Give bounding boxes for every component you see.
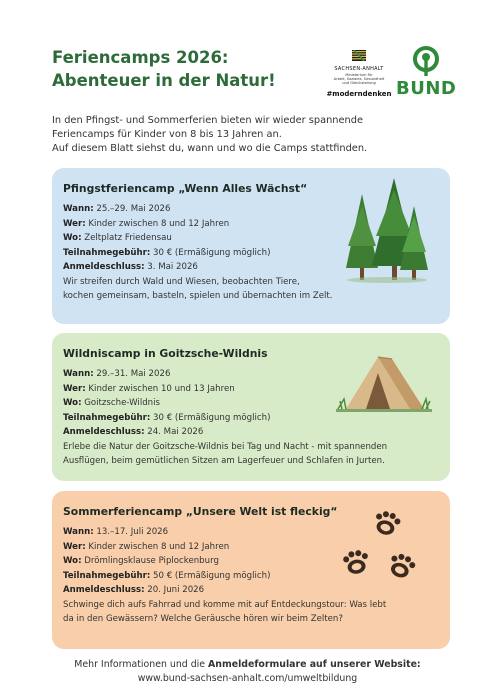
camp-fee: Teilnahmegebühr: 30 € (Ermäßigung möglich) xyxy=(63,247,271,258)
bund-logo xyxy=(396,46,456,99)
bund-tree-icon xyxy=(409,46,443,76)
camp-who: Wer: Kinder zwischen 8 und 12 Jahren xyxy=(63,541,230,552)
camp-when: Wann: 29.–31. Mai 2026 xyxy=(63,369,171,379)
camp-where: Wo: Drömlingsklause Piplockenburg xyxy=(63,556,219,566)
camp-where: Wo: Goitzsche-Wildnis xyxy=(63,398,160,408)
intro-text: In den Pfingst- und Sommerferien bieten wir wieder spannende Feriencamps für Kinder von 8 bis 13 Jahren an. Auf diesem Blatt siehst du, wann und wo die Camps stattfinden. xyxy=(52,115,368,154)
camp-card-sommer xyxy=(52,491,450,649)
website-link[interactable]: www.bund-sachsen-anhalt.com/umweltbildung xyxy=(137,673,358,684)
pine-trees-icon xyxy=(342,176,432,284)
camp-fee: Teilnahmegebühr: 50 € (Ermäßigung möglich) xyxy=(63,570,271,581)
camp-fee: Teilnahmegebühr: 30 € (Ermäßigung möglich) xyxy=(63,412,271,423)
hashtag: #moderndenken xyxy=(326,89,392,98)
bund-wordmark: BUND xyxy=(396,78,457,99)
ministry-name: Ministerium für Arbeit, Soziales, Gesundheit und Gleichstellung xyxy=(333,73,385,86)
camp-title: Wildniscamp in Goitzsche-Wildnis xyxy=(63,347,268,360)
footer-info: Mehr Informationen und die Anmeldeformulare auf unserer Website: xyxy=(74,659,421,670)
page-title-line1: Feriencamps 2026: xyxy=(52,48,229,67)
camp-title: Sommerferiencamp „Unsere Welt ist fleckig“ xyxy=(63,505,338,518)
camp-description: Erlebe die Natur der Goitzsche-Wildnis bei Tag und Nacht - mit spannenden Ausflügen, beim gemütlichen Sitzen am Lagerfeuer und Schlafen in Jurten. xyxy=(63,441,388,466)
camp-where: Wo: Zeltplatz Friedensau xyxy=(63,233,172,243)
camp-description: Schwinge dich aufs Fahrrad und komme mit auf Entdeckungstour: Was lebt da in den Gewässern? Welche Geräusche hören wir beim Zelten? xyxy=(63,599,387,624)
camp-when: Wann: 25.–29. Mai 2026 xyxy=(63,204,171,214)
page-title-line2: Abenteuer in der Natur! xyxy=(52,71,276,90)
camp-when: Wann: 13.–17. Juli 2026 xyxy=(63,527,169,537)
camp-card-wildnis xyxy=(52,333,450,481)
camp-who: Wer: Kinder zwischen 8 und 12 Jahren xyxy=(63,218,230,229)
tent-icon xyxy=(336,353,432,417)
camp-card-pfingsten xyxy=(52,168,450,324)
state-name: SACHSEN-ANHALT xyxy=(334,66,384,72)
header xyxy=(52,46,457,106)
camp-deadline: Anmeldeschluss: 3. Mai 2026 xyxy=(63,262,198,272)
footer xyxy=(40,658,455,686)
sachsen-anhalt-logo xyxy=(324,46,394,98)
coat-of-arms-icon xyxy=(352,50,366,61)
camp-deadline: Anmeldeschluss: 24. Mai 2026 xyxy=(63,427,204,437)
camp-deadline: Anmeldeschluss: 20. Juni 2026 xyxy=(63,585,205,595)
camp-title: Pfingstferiencamp „Wenn Alles Wächst“ xyxy=(63,182,308,195)
paw-prints-icon xyxy=(338,507,430,589)
camp-who: Wer: Kinder zwischen 10 und 13 Jahren xyxy=(63,383,235,394)
camp-description: Wir streifen durch Wald und Wiesen, beobachten Tiere, kochen gemeinsam, basteln, spielen und übernachten im Zelt. xyxy=(63,276,333,301)
